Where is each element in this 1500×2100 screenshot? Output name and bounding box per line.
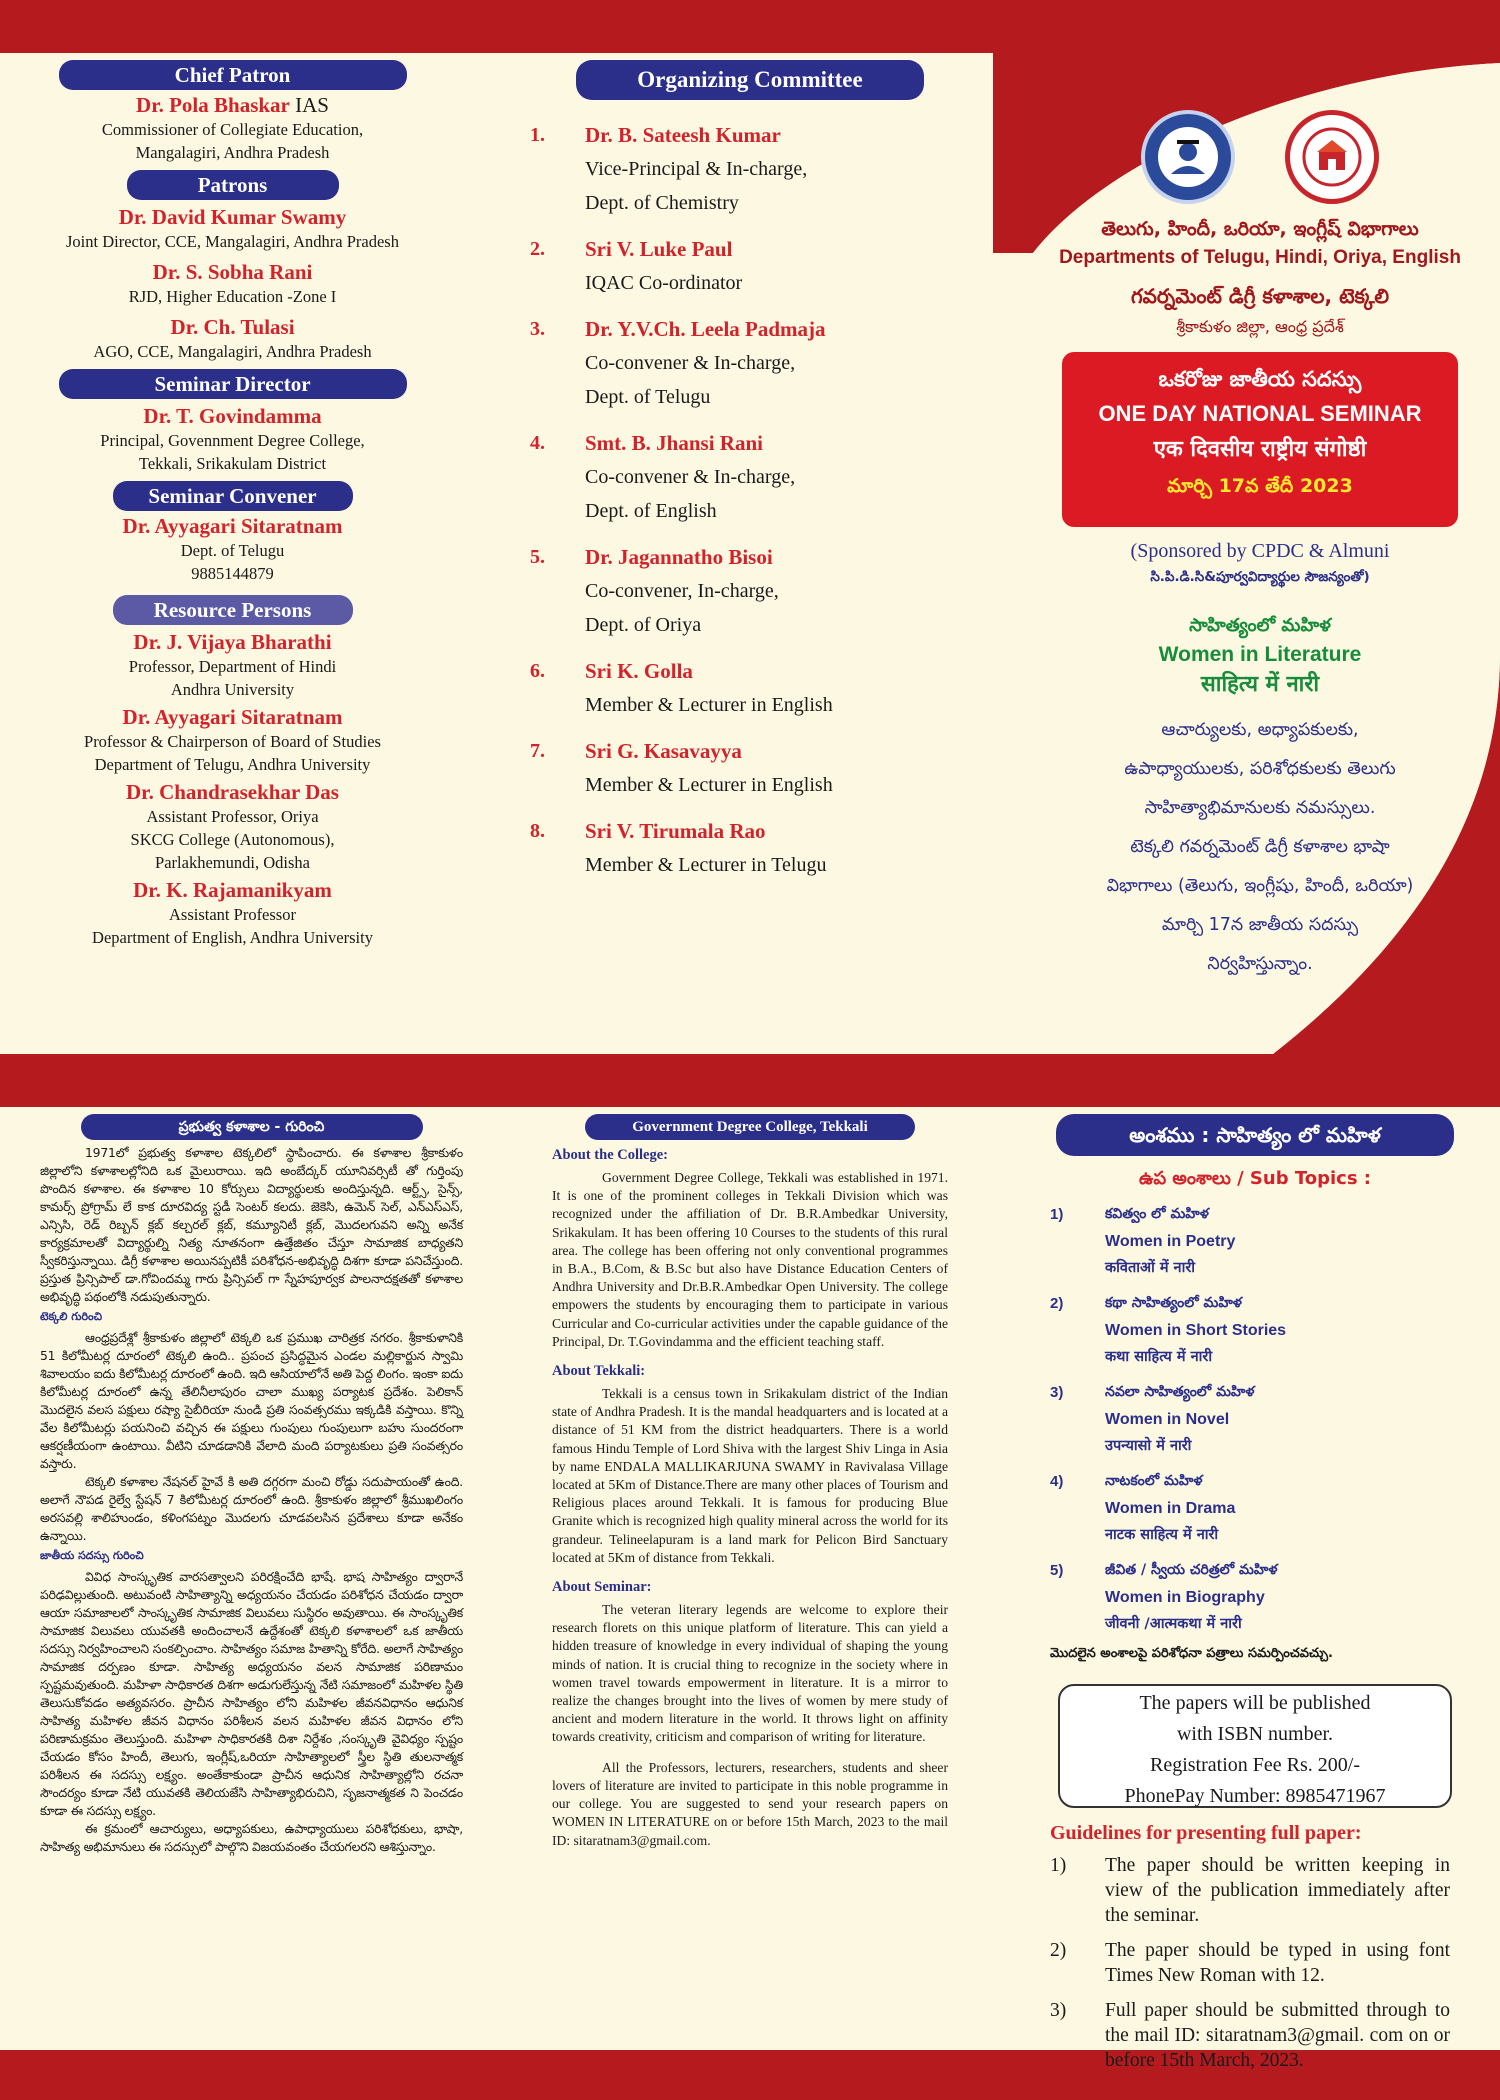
member-dept: Dept. of Telugu: [585, 386, 711, 408]
sub-topic-item: [1050, 1201, 1460, 1282]
seminar-title-english: ONE DAY NATIONAL SEMINAR: [1098, 401, 1422, 426]
sub-topic-item: [1050, 1557, 1460, 1638]
resource-person-name: Dr. Ayyagari Sitaratnam: [122, 705, 343, 729]
member-role: Co-convener, In-charge,: [585, 580, 779, 602]
member-name: Dr. Y.V.Ch. Leela Padmaja: [585, 317, 826, 341]
convener-phone: 9885144879: [191, 564, 274, 583]
committee-panel: [530, 60, 970, 894]
sub-topics-list: [1050, 1201, 1460, 1638]
convener-name: Dr. Ayyagari Sitaratnam: [122, 514, 343, 538]
committee-member: [530, 654, 970, 722]
guideline-number: 3): [1050, 2000, 1067, 2021]
guideline-item: [1050, 1853, 1460, 1928]
theme-heading: అంశము : సాహిత్యం లో మహిళ: [1056, 1114, 1454, 1156]
topic-telugu: నవలా సాహిత్యంలో మహిళ: [1105, 1384, 1255, 1400]
chief-patron-heading: Chief Patron: [59, 60, 407, 90]
committee-member: [530, 232, 970, 300]
member-name: Sri G. Kasavayya: [585, 739, 742, 763]
theme-telugu: సాహిత్యంలో మహిళ: [1189, 615, 1331, 636]
about-seminar-telugu-2: ఈ క్రమంలో ఆచార్యులు, అధ్యాపకులు, ఉపాధ్యాయులు పరిశోధకులు, భాషా, సాహిత్య అభిమానులు ఈ సదస్సులో పాల్గొని విజయవంతం చేయగలరని ఆశిస్తున్నాం.: [40, 1821, 463, 1854]
topic-number: 1): [1050, 1206, 1064, 1223]
resource-persons-heading: Resource Persons: [113, 595, 353, 625]
theme-english: Women in Literature: [1158, 643, 1362, 666]
sub-topic-item: [1050, 1468, 1460, 1549]
member-name: Dr. B. Sateesh Kumar: [585, 123, 781, 147]
about-college-text: Government Degree College, Tekkali was established in 1971. It is one of the prominent colleges in Tekkali Division which was recognized under the affiliation of Dr. B.R.Ambedkar University, Srikakulam. It has been offering 10 Courses to the students of this rural area. The college has been offering not only conventional programmes in B.A., B.Com, & B.Sc but also have Distance Education Centers of Andhra University and Dr.B.R.Ambedkar Open University. The college empowers the students by encouraging them to participate in various Curricular and Co-curricular activities under the capable guidance of the Principal, Dr. T.Govindamma and the efficient teaching staff.: [552, 1170, 948, 1349]
seminar-convener-heading: Seminar Convener: [113, 481, 353, 511]
theme-hindi: साहित्य में नारी: [1200, 672, 1320, 697]
topic-telugu: జీవిత / స్వీయ చరిత్రలో మహిళ: [1105, 1562, 1278, 1578]
top-red-band: [0, 0, 1500, 53]
member-dept: Dept. of Oriya: [585, 614, 702, 636]
member-number: 3.: [530, 318, 545, 340]
guideline-item: [1050, 1938, 1460, 1988]
seminar-title-hindi: एक दिवसीय राष्ट्रीय संगोष्ठी: [1153, 437, 1367, 462]
topic-hindi: उपन्यासो में नारी: [1105, 1438, 1192, 1454]
member-name: Smt. B. Jhansi Rani: [585, 431, 763, 455]
guidelines-list: [1050, 1853, 1460, 2073]
topics-closing-text: మొదలైన అంశాలపై పరిశోధనా పత్రాలు సమర్పించవచ్చు.: [1050, 1646, 1333, 1661]
about-seminar-text: The veteran literary legends are welcome to explore their research florets on this unique platform of literature. This can yield a hidden treasure of knowledge in every individual of shaping the young minds of nation. It is crucial thing to recognize in the society where in women travel towards empowerment in literature. It is a mirror to realize the changes brought into the lives of women by mere study of ancient and modern literature in the world. It throws light on affinity towards creativity, criticism and comparison of writing for literature.: [552, 1602, 948, 1745]
college-logo-icon: [1285, 110, 1379, 204]
about-seminar-telugu-heading: జాతీయ సదస్సు గురించి: [40, 1549, 144, 1562]
chief-patron-line: Commissioner of Collegiate Education,: [101, 120, 364, 139]
sub-topic-item: [1050, 1290, 1460, 1371]
about-tekkali-telugu-2: టెక్కలి కళాశాల నేషనల్ హైవే కి అతి దగ్గరగా మంచి రోడ్డు సదుపాయంతో ఉంది. అలాగే నౌపడ రైల్వే స్టేషన్ 7 కిలోమీటర్ల దూరంలో ఉంది. శ్రీకాకుళం జిల్లాలో శ్రీముఖలింగం అరసవల్లి శాలిహుండం, కళింగపట్నం మొదలగు చూడవలసిన ప్రదేశాలు కూడా అనేకం ఉన్నాయి.: [40, 1474, 463, 1543]
topic-number: 2): [1050, 1295, 1064, 1312]
resource-person-line: Andhra University: [170, 680, 295, 699]
patrons-heading: Patrons: [127, 170, 339, 200]
member-role: Co-convener & In-charge,: [585, 352, 796, 374]
about-tekkali-heading: About Tekkali:: [552, 1363, 646, 1380]
commissionerate-logo-icon: [1141, 110, 1235, 204]
resource-person-line: SKCG College (Autonomous),: [130, 830, 335, 849]
resource-person-line: Parlakhemundi, Odisha: [155, 853, 310, 872]
patron-line: RJD, Higher Education -Zone I: [128, 287, 337, 306]
chief-patron-suffix: IAS: [289, 93, 329, 117]
member-role: Co-convener & In-charge,: [585, 466, 796, 488]
member-dept: Dept. of Chemistry: [585, 192, 739, 214]
director-name: Dr. T. Govindamma: [143, 404, 322, 428]
topic-hindi: नाटक साहित्य में नारी: [1105, 1527, 1219, 1543]
seminar-title-box: [1062, 352, 1458, 527]
guidelines-heading: Guidelines for presenting full paper:: [1050, 1822, 1362, 1844]
departments-english: Departments of Telugu, Hindi, Oriya, English: [1059, 247, 1461, 268]
chief-patron-name: Dr. Pola Bhaskar: [136, 93, 290, 117]
member-number: 5.: [530, 546, 545, 568]
about-college-heading: About the College:: [552, 1147, 668, 1163]
about-college-telugu: 1971లో ప్రభుత్వ కళాశాల టెక్కలిలో స్థాపించారు. ఈ కళాశాల శ్రీకాకుళం జిల్లాలోని కళాశాలల్లోనిది ఒక మైలురాయి. ఇది అంబేద్కర్ యూనివర్సిటీ తో గుర్తింపు పొందిన కళాశాల. ఈ కళాశాల 10 కోర్సులు విద్యార్థులకు అందిస్తున్నది. ఆర్ట్స్, సైన్స్, కామర్స్ ప్రోగ్రామ్ లే కాక దూరవిద్య స్టడీ సెంటర్ కలదు. జెకెసి, ఉమెన్ సెల్, ఎన్ఎస్ఎస్, ఎన్సిసి, రెడ్ రిబ్బన్ క్లబ్ కల్చరల్ క్లబ్, కమ్యూనిటీ క్లబ్, మొదలగువని అన్ని అనేక కార్యక్రమాలతో విద్యార్థుల్ని నిత్య నూతనంగా ఉత్తేజితం చేస్తూ సామాజిక బాధ్యతని స్వీకరిస్తున్నాయి. డిగ్రీ కళాశాల అయినప్పటికీ పరిశోధన-అభివృద్ధి దిశగా కూడా పనిచేస్తుంది. ప్రస్తుత ప్రిన్సిపాల్ డా.గోవిందమ్మ గారు ప్రిన్సిపల్ గా స్నేహపూర్వక పాలనాదక్షతతో కళాశాల అభివృద్ధి పథంలోకి నడుపుతున్నారు.: [40, 1145, 463, 1304]
seminar-title-telugu: ఒకరోజు జాతీయ సదస్సు: [1158, 367, 1362, 391]
topic-telugu: నాటకంలో మహిళ: [1105, 1473, 1203, 1489]
topic-english: Women in Short Stories: [1105, 1322, 1287, 1339]
resource-person-line: Department of Telugu, Andhra University: [94, 755, 371, 774]
topic-telugu: కవిత్వం లో మహిళ: [1105, 1206, 1209, 1222]
topic-english: Women in Drama: [1105, 1500, 1236, 1517]
phonepay-number: PhonePay Number: 8985471967: [1124, 1785, 1386, 1807]
invite-line: మార్చి 17న జాతీయ సదస్సు: [1161, 915, 1359, 935]
about-english-panel: [552, 1114, 948, 1850]
chief-patron-line: Mangalagiri, Andhra Pradesh: [135, 143, 330, 162]
topic-english: Women in Poetry: [1105, 1233, 1236, 1250]
member-role: Vice-Principal & In-charge,: [585, 158, 808, 180]
committee-heading: Organizing Committee: [576, 60, 924, 100]
member-number: 7.: [530, 740, 545, 762]
resource-person-line: Department of English, Andhra University: [92, 928, 373, 947]
resource-person-name: Dr. Chandrasekhar Das: [126, 780, 339, 804]
member-role: Member & Lecturer in English: [585, 694, 833, 716]
resource-person-name: Dr. J. Vijaya Bharathi: [133, 630, 332, 654]
member-role: Member & Lecturer in Telugu: [585, 854, 827, 876]
about-telugu-panel: [40, 1114, 463, 1856]
college-name-telugu: గవర్నమెంట్ డిగ్రీ కళాశాల, టెక్కలి: [1130, 284, 1390, 308]
invite-line: సాహిత్యాభిమానులకు నమస్సులు.: [1144, 798, 1376, 818]
invitation-text: [1040, 711, 1480, 984]
committee-member: [530, 426, 970, 528]
member-number: 1.: [530, 124, 545, 146]
guideline-number: 1): [1050, 1855, 1067, 1876]
resource-person-line: Professor, Department of Hindi: [128, 657, 337, 676]
resource-person-name: Dr. K. Rajamanikyam: [133, 878, 332, 902]
invitation-text-english: All the Professors, lecturers, researchers, students and sheer lovers of literature are invited to participate in this noble programme in our college. You are suggested to send your research papers on WOMEN IN LITERATURE on or before 15th March, 2023 to the mail ID: sitaratnam3@gmail.com.: [552, 1759, 948, 1848]
member-name: Sri V. Tirumala Rao: [585, 819, 766, 843]
seminar-director-heading: Seminar Director: [59, 369, 407, 399]
committee-member: [530, 814, 970, 882]
guideline-text: Full paper should be submitted through to the mail ID: sitaratnam3@gmail. com on or before 15th March, 2023.: [1105, 2000, 1450, 2071]
committee-member: [530, 540, 970, 642]
about-seminar-telugu: వివిధ సాంస్కృతిక వారసత్వాలని పరిరక్షించేది భాషే. భాష సాహిత్యం ద్వారానే పరిఢవిల్లుతుంది. అటువంటి సాహిత్యాన్ని అధ్యయనం చేయడం పరిశోధన చేయడం ద్వారా ఆయా సమాజాలలో సాంస్కృతిక సామాజిక విలువలు సుస్థిరం అవుతాయి. ఈ సాంస్కృతిక సామాజిక విలువలు యువతకి అందించాలనే ఉద్దేశంతో టెక్కలి కళాశాలలో ఒక జాతీయ సదస్సు నిర్వహించాలని సంకల్పించాం. సాహిత్యం సమాజ హితాన్ని కోరేది. అలాగే సాహిత్యం సామాజిక దర్పణం కూడా. సాహిత్య అధ్యయనం వలన సామాజిక పరిణామం స్పష్టమవుతుంది. మహిళా సాధికారత దిశగా అడుగులేస్తున్న నేటి సమాజంలో మహిళల స్థితి తెలుసుకోవడం అత్యవసరం. ప్రాచీన సాహిత్యం లోని మహిళల జీవనవిధానం ఆధునిక సాహిత్య మహిళల జీవన విధానం పరిశీలన వలన మహిళల జీవన విధానం లోని పరిణామక్రమం తెలుస్తుంది. మహిళా సాధికారతకి దిశా నిర్దేశం ,సంస్కృతి వైవిధ్యం స్పష్టం చేయడం కోసం హిందీ, తెలుగు, ఇంగ్లీష్,ఒరియా సాహిత్యాలలో స్త్రీల స్థితి తులనాత్మక పరిశీలన ఈ సదస్సు లక్ష్యం. అంతేకాకుండా ప్రాచీన ఆధునిక సాహిత్యాల్లోని రచనా సౌందర్యం కూడా నేటి యువతకి తెలియజేసి సాహిత్యాభిరుచిని, సృజనాత్మకత ని పెంచడం కూడా ఈ సదస్సు లక్ష్యం.: [40, 1569, 463, 1818]
topic-number: 3): [1050, 1384, 1064, 1401]
invite-line: ఆచార్యులకు, అధ్యాపకులకు,: [1161, 720, 1359, 740]
patron-name: Dr. David Kumar Swamy: [118, 205, 347, 229]
patron-name: Dr. S. Sobha Rani: [152, 260, 313, 284]
invite-line: టెక్కలి గవర్నమెంట్ డిగ్రీ కళాశాల భాషా: [1130, 837, 1390, 857]
topic-number: 4): [1050, 1473, 1064, 1490]
topic-english: Women in Novel: [1105, 1411, 1230, 1428]
topic-hindi: जीवनी /आत्मकथा में नारी: [1105, 1616, 1242, 1632]
cover-panel: [1040, 110, 1480, 984]
member-name: Sri V. Luke Paul: [585, 237, 733, 261]
sub-topic-item: [1050, 1379, 1460, 1460]
district-telugu: శ్రీకాకుళం జిల్లా, ఆంధ్ర ప్రదేశ్: [1176, 317, 1344, 336]
topic-english: Women in Biography: [1105, 1589, 1265, 1606]
patron-line: Joint Director, CCE, Mangalagiri, Andhra Pradesh: [66, 232, 399, 251]
resource-person-line: Professor & Chairperson of Board of Studies: [84, 732, 381, 751]
committee-member: [530, 118, 970, 220]
member-number: 6.: [530, 660, 545, 682]
topic-telugu: కథా సాహిత్యంలో మహిళ: [1105, 1295, 1242, 1311]
guideline-item: [1050, 1998, 1460, 2073]
isbn-line: The papers will be published: [1139, 1692, 1371, 1714]
isbn-line: with ISBN number.: [1176, 1723, 1334, 1745]
director-line: Tekkali, Srikakulam District: [138, 454, 327, 473]
resource-person-line: Assistant Professor: [169, 905, 296, 924]
seminar-date: మార్చి 17వ తేదీ 2023: [1167, 475, 1353, 497]
guideline-number: 2): [1050, 1940, 1067, 1961]
about-english-heading: Government Degree College, Tekkali: [585, 1114, 915, 1140]
topics-panel: [1050, 1114, 1460, 2083]
topic-number: 5): [1050, 1562, 1064, 1579]
about-tekkali-text: Tekkali is a census town in Srikakulam district of the Indian state of Andhra Pradesh. It is the mandal headquarters and is located at a distance of 51 KM from the district headquarters. There is a world famous Hindu Temple of Lord Shiva with the largest Shiv Linga in Asia by name ENDALA MALLIKARJUNA SWAMY in Ravivalasa Village located at 5Km of Distance.There are many other places of Tourism and Religious places around Tekkali. It is famous for producing Blue Granite which is recognized high quality mineral across the world for its grandeur. Telineelapuram is a land mark for Pelicon Bird Sanctuary located at 5Km of distance from Tekkali.: [552, 1386, 948, 1565]
member-role: IQAC Co-ordinator: [585, 272, 743, 294]
committee-member: [530, 734, 970, 802]
about-seminar-heading: About Seminar:: [552, 1579, 652, 1596]
patrons-panel: [40, 60, 425, 949]
middle-red-band: [0, 1054, 1500, 1107]
member-number: 2.: [530, 238, 545, 260]
sub-topics-heading: ఉప అంశాలు / Sub Topics :: [1138, 1168, 1371, 1189]
member-name: Sri K. Golla: [585, 659, 693, 683]
departments-telugu: తెలుగు, హిందీ, ఒరియా, ఇంగ్లీష్ విభాగాలు: [1101, 218, 1419, 240]
invite-line: విభాగాలు (తెలుగు, ఇంగ్లీషు, హిందీ, ఒరియా): [1106, 876, 1414, 896]
member-role: Member & Lecturer in English: [585, 774, 833, 796]
guideline-text: The paper should be typed in using font Times New Roman with 12.: [1105, 1940, 1450, 1986]
committee-member: [530, 312, 970, 414]
guideline-text: The paper should be written keeping in view of the publication immediately after the seminar.: [1105, 1855, 1450, 1926]
topic-hindi: कविताओं में नारी: [1105, 1260, 1196, 1276]
about-telugu-heading: ప్రభుత్వ కళాశాల - గురించి: [81, 1114, 423, 1140]
committee-list: [530, 118, 970, 882]
publication-info-box: [1058, 1684, 1452, 1808]
convener-line: Dept. of Telugu: [180, 541, 285, 560]
topic-hindi: कथा साहित्य में नारी: [1105, 1349, 1213, 1365]
sponsor-english: (Sponsored by CPDC & Almuni: [1130, 540, 1390, 562]
member-dept: Dept. of English: [585, 500, 717, 522]
sponsor-telugu: సి.పి.డి.సి&పూర్వవిద్యార్థుల సౌజన్యంతో): [1150, 569, 1370, 585]
invite-line: ఉపాధ్యాయులకు, పరిశోధకులకు తెలుగు: [1124, 759, 1396, 779]
member-number: 4.: [530, 432, 545, 454]
registration-fee: Registration Fee Rs. 200/-: [1150, 1754, 1360, 1776]
patron-line: AGO, CCE, Mangalagiri, Andhra Pradesh: [93, 342, 372, 361]
member-number: 8.: [530, 820, 545, 842]
invite-line: నిర్వహిస్తున్నాం.: [1207, 954, 1313, 974]
patron-name: Dr. Ch. Tulasi: [170, 315, 295, 339]
member-name: Dr. Jagannatho Bisoi: [585, 545, 773, 569]
about-tekkali-telugu: ఆంధ్రప్రదేశ్లో శ్రీకాకుళం జిల్లాలో టెక్కలి ఒక ప్రముఖ చారిత్రక నగరం. శ్రీకాకుళానికి 51 కిలోమీటర్ల దూరంలో టెక్కలి ఉంది.. ప్రపంచ ప్రసిద్ధమైన ఎండల మల్లికార్జున స్వామి శివాలయం ఐదు కిలోమీటర్ల దూరంలో ఉంది. ఇది ఆసియాలోనే అతి పెద్ద లింగం. ఇంకా ఐదు కిలోమీటర్ల దూరంలో ఉన్న తేలినీలాపురం చాలా ముఖ్య పర్యాటక ప్రదేశం. పెలికాన్ మొదలైన వలస పక్షులు రష్యా సైబీరియా నుండి ప్రతి సంవత్సరము ఇక్కడికి వస్తాయి. కొన్ని వేల కిలోమీటర్లు పయనించి వచ్చిన ఈ పక్షులు గుంపులు గుంపులుగా బహు సుందరంగా ఆకర్షణీయంగా ఉంటాయి. వీటిని చూడడానికి వేలాది మంది పర్యాటకులు ప్రతి సంవత్సరం వస్తారు.: [40, 1330, 463, 1471]
about-tekkali-telugu-heading: టెక్కలి గురించి: [40, 1310, 103, 1323]
resource-person-line: Assistant Professor, Oriya: [146, 807, 319, 826]
director-line: Principal, Govennment Degree College,: [100, 431, 365, 450]
